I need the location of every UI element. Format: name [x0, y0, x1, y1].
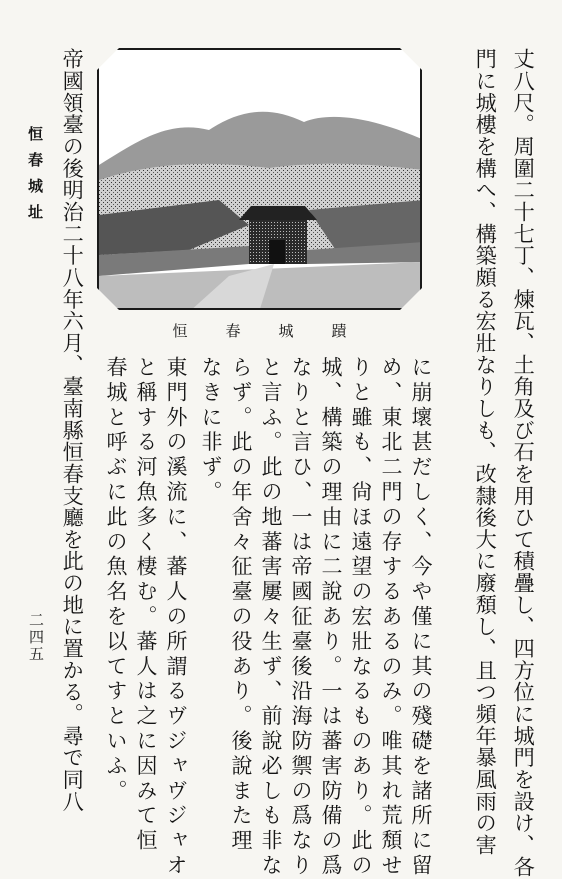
photo-city-ruins [97, 48, 422, 310]
text-column: 丈八尺。周圍二十七丁、煉瓦、土角及び石を用ひて積疊し、四方位に城門を設け、各 [511, 48, 537, 878]
text-column: め、東北二門の存するあるのみ。唯其れ荒頽せ [379, 356, 403, 879]
photo-image [99, 50, 422, 310]
text-column: 春城と呼ぶに此の魚名を以てすといふ。 [104, 356, 128, 805]
text-column: 東門外の溪流に、蕃人の所謂るヴジャヴジャオ [164, 356, 188, 879]
text-column: 門に城樓を構へ、構築頗る宏壯なりしも、改隸後大に廢頽し、且つ頻年暴風雨の害 [473, 48, 499, 856]
text-column: と言ふ。此の地蕃害屢々生ず、前說必しも非な [259, 356, 283, 879]
text-column: らず。此の年舍々征臺の役あり。後說また理 [229, 356, 253, 854]
text-column: と稱する河魚多く棲む。蕃人は之に因みて恒 [134, 356, 158, 854]
text-column: に崩壞甚だしく、今や僅に其の殘礎を諸所に留 [409, 356, 433, 879]
side-title: 恒春城址 [26, 126, 44, 230]
text-column: 城、構築の理由に二說あり。一は蕃害防備の爲 [319, 356, 343, 879]
figure [97, 48, 422, 338]
page-number: 二四五 [27, 612, 45, 663]
text-column: りと雖も、尙ほ遠望の宏壯なるものあり。此の [349, 356, 373, 879]
text-column: 帝國領臺の後明治二十八年六月、臺南縣恒春支廳を此の地に置かる。尋で同八 [60, 48, 86, 813]
figure-caption: 恒春城蹟 [172, 322, 385, 340]
text-column: なきに非ず。 [199, 356, 223, 506]
text-column: なりと言ひ、一は帝國征臺後沿海防禦の爲なり [289, 356, 313, 879]
